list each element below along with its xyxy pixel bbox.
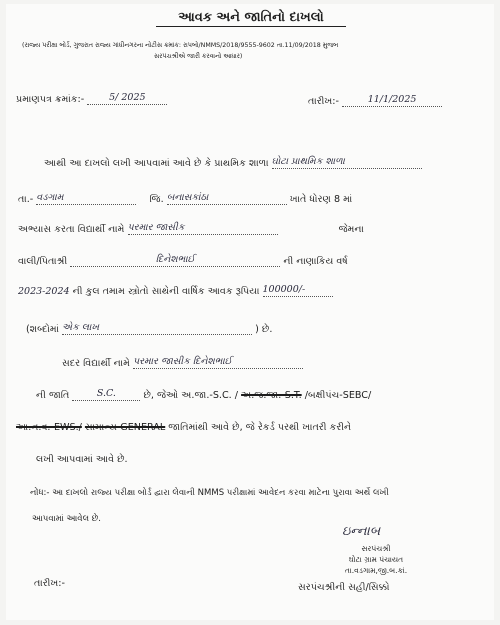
certificate-page <box>6 4 494 620</box>
year-label: ની નાણાકિય વર્ષ <box>283 256 348 267</box>
caste-label: ની જાતિ <box>36 390 70 401</box>
caste-line <box>36 388 371 401</box>
certificate-number <box>16 92 167 105</box>
caste-general: સામાન્ય-GENERAL <box>84 422 166 433</box>
note-line1: નોંધ:- આ દાખલો રાજ્ય પરીક્ષા બોર્ડ દ્વારા લેવાની NMMS પરીક્ષામાં આવેદન કરવા માટેના પુરાવા અર્થે લખી <box>30 488 389 498</box>
subtitle-line1: (રાજ્ય પરીક્ષા બોર્ડ, ગુજરાત રાજ્ય ગાંધીનગરના નોટીસ ક્રમાંક: રાપબો/NMMS/2018/9555-9602 તા.11/09/2018 મુજબ <box>22 42 339 49</box>
parent-line <box>18 254 348 267</box>
taluka-value: વડગામ <box>36 192 136 205</box>
words-value: એક લાખ <box>62 322 252 335</box>
stamp-line2: ઘોટા ગ્રામ પંચાયત <box>348 555 404 564</box>
financial-year: 2023-2024 <box>18 286 70 297</box>
caste-end: જાતિમાંથી આવે છે, જે રેકર્ડ પરથી ખાતરી કરીને <box>168 422 352 433</box>
certificate-date <box>308 94 442 107</box>
school-name: ઘોટા પ્રાથમિક શાળા <box>272 156 422 169</box>
words-line <box>26 322 272 335</box>
caste-value: S.C. <box>72 388 140 401</box>
district-label: જિ. <box>149 194 164 205</box>
caste-ews: આ.ન.વ.-EWS./ <box>16 422 82 433</box>
certificate-number-label: પ્રમાણપત્ર ક્રમાંક:- <box>16 94 85 105</box>
student-name: પરમાર જાસીક <box>128 222 278 235</box>
student-label: અભ્યાસ કરતા વિદ્યાર્થી નામે <box>18 224 125 235</box>
income-text: ની કુલ તમામ સ્ત્રોતો સાથેની વાર્ષિક આવક રૂપિયા <box>72 286 260 297</box>
income-value: 100000/- <box>263 284 333 297</box>
class-text: ખાતે ધોરણ 8 માં <box>289 194 353 205</box>
stamp-line1: સરપંચશ્રી <box>361 544 391 553</box>
caste-st: અ.જ.જા.-S.T. <box>241 390 302 401</box>
signature-date-label: તારીખ:- <box>34 578 65 589</box>
final-line: લખી આપવામાં આવે છે. <box>36 454 128 465</box>
jemna-text: જેમના <box>338 224 364 235</box>
caste-line2 <box>16 422 351 433</box>
words-label: (શબ્દોમાં <box>26 324 59 335</box>
certificate-number-value: 5/ 2025 <box>87 92 167 105</box>
para2-name: પરમાર જાસીક દિનેશભાઈ <box>133 356 303 369</box>
parent-name: દિનેશભાઈ <box>70 254 280 267</box>
certificate-date-value: 11/1/2025 <box>342 94 442 107</box>
signature-caption: સરપંચશ્રીની સહી/સિક્કો <box>298 582 390 593</box>
subtitle-line2: સરપંચશ્રીએ જારી કરવાનો આધાર) <box>154 53 243 60</box>
intro-text: આથી આ દાખલો લખી આપવામાં આવે છે કે પ્રાથમિક શાળા <box>44 158 269 169</box>
parent-label: વાલી/પિતાશ્રી <box>18 256 68 267</box>
words-close: ) છે. <box>255 324 273 335</box>
note-line2: આપવામાં આવેલ છે. <box>32 514 102 524</box>
para2-label: સદર વિદ્યાર્થી નામે <box>62 358 130 369</box>
caste-sebc: /બક્ષીપંચ-SEBC/ <box>304 390 372 401</box>
caste-mid: છે, જેઓ અ.જા.-S.C. / <box>143 390 239 401</box>
page-title: આવક અને જાતિનો દાખલો <box>156 10 346 27</box>
para2-line <box>62 356 303 369</box>
intro-line <box>44 156 422 169</box>
handwritten-signature: ઇન્નાબ <box>342 524 381 539</box>
student-line <box>18 222 364 235</box>
stamp-line3: તા.વડગામ,જી.બ.કાં. <box>344 566 408 575</box>
district-value: બનાસકાંઠા <box>167 192 287 205</box>
taluka-label: તા.- <box>18 194 34 205</box>
income-line <box>18 284 333 297</box>
certificate-date-label: તારીખ:- <box>308 96 339 107</box>
taluka-line <box>18 192 352 205</box>
